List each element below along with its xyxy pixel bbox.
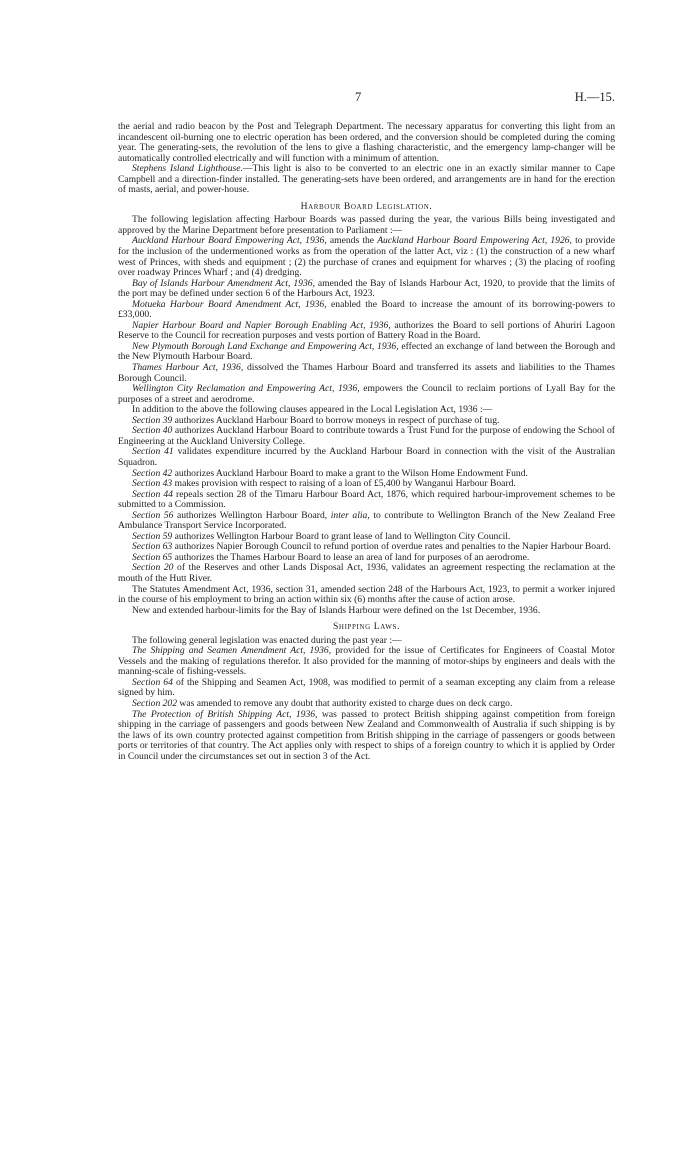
- text-run: to contribute to Wellington Branch of the New Zealand Free Ambulance Transport Service Incorporated.: [118, 509, 615, 532]
- text-run: authorizes Auckland Harbour Board to make a grant to the Wilson Home Endowment Fund.: [172, 467, 528, 479]
- text-run: of the Shipping and Seamen Act, 1908, was modified to permit of a seaman excepting any claim from a release signed by him.: [118, 676, 615, 699]
- text-run: Shipping Laws.: [332, 621, 400, 633]
- text-run: effected an exchange of land between the Borough and the New Plymouth Harbour Board.: [118, 340, 615, 363]
- text-run: provided for the issue of Certificates for Engineers of Coastal Motor Vessels and the making of regulations therefor. It also provided for the manning of motor-ships by engineers and deals with the manning-scale of fishing-vessels.: [118, 645, 615, 678]
- italic-text: inter alia,: [330, 509, 370, 521]
- italic-text: Napier Harbour Board and Napier Borough Enabling Act, 1936,: [132, 319, 391, 331]
- text-run: The Statutes Amendment Act, 1936, section 31, amended section 248 of the Harbours Act, 1923, to permit a worker injured in the course of his employment to bring an action within six (6) months after the cause of action arose.: [118, 583, 615, 606]
- paragraph: [118, 511, 615, 532]
- italic-text: Stephens Island Lighthouse.: [132, 163, 243, 175]
- text-run: authorizes Wellington Harbour Board,: [173, 509, 331, 521]
- italic-text: Section 64: [132, 676, 173, 688]
- paragraph: [118, 236, 615, 278]
- section-heading: [118, 622, 615, 633]
- italic-text: Section 59: [132, 530, 173, 542]
- text-run: The following legislation affecting Harbour Boards was passed during the year, the various Bills being investigated and approved by the Marine Department before presentation to Parliament :—: [118, 214, 615, 236]
- page-header: [118, 90, 615, 106]
- paragraph: [118, 710, 615, 763]
- text-run: amends the: [326, 235, 378, 247]
- text-run: validates expenditure incurred by the Auckland Harbour Board in connection with the visit of the Australian Squadron.: [118, 446, 615, 468]
- italic-text: Auckland Harbour Board Empowering Act, 1936,: [132, 235, 327, 247]
- italic-text: Section 20: [132, 562, 174, 574]
- paragraph: [118, 363, 615, 384]
- italic-text: Motueka Harbour Board Amendment Act, 1936,: [132, 298, 327, 310]
- text-run: makes provision with respect to raising of a loan of £5,400 by Wanganui Harbour Board.: [172, 478, 516, 490]
- text-run: dissolved the Thames Harbour Board and transferred its assets and liabilities to the Thames Borough Council.: [118, 362, 615, 384]
- italic-text: Section 43: [132, 478, 173, 490]
- paragraph: [118, 384, 615, 405]
- paragraph: [118, 122, 615, 164]
- text-run: was passed to protect British shipping against competition from foreign shipping in the carriage of passengers and goods between New Zealand and Commonwealth of Australia if such shipping is by the laws of its own country protected against competition from British shipping in the carriage of passengers or goods between ports or territories of that country. The Act applies only with respect to ships of a foreign country to which it is applied by Order in Council under the circumstances set out in section 3 of the Act.: [118, 708, 615, 762]
- paragraph: [118, 342, 615, 363]
- paragraph: [118, 300, 615, 321]
- paragraph: [118, 164, 615, 196]
- paragraph: [118, 563, 615, 584]
- italic-text: Section 63: [132, 541, 173, 553]
- paragraph: [118, 215, 615, 236]
- paragraph: [118, 646, 615, 678]
- paragraph: [118, 321, 615, 342]
- paragraph: [118, 606, 615, 617]
- italic-text: The Shipping and Seamen Amendment Act, 1936,: [132, 645, 332, 657]
- text-run: amended the Bay of Islands Harbour Act, 1920, to provide that the limits of the port may be defined under section 6 of the Harbours Act, 1923.: [118, 277, 615, 300]
- text-run: The following general legislation was enacted during the past year :—: [132, 634, 402, 646]
- page-number: 7: [355, 90, 362, 104]
- italic-text: Section 44: [132, 488, 173, 500]
- italic-text: The Protection of British Shipping Act, 1936,: [132, 708, 318, 720]
- text-run: repeals section 28 of the Timaru Harbour Board Act, 1876, which required harbour-improvement schemes to be submitted to a Commission.: [118, 488, 615, 511]
- italic-text: Section 56: [132, 509, 174, 521]
- text-run: authorizes Wellington Harbour Board to grant lease of land to Wellington City Council.: [172, 530, 511, 542]
- text-run: authorizes the Thames Harbour Board to lease an area of land for purposes of an aerodrome.: [172, 551, 530, 563]
- text-run: New and extended harbour-limits for the Bay of Islands Harbour were defined on the 1st December, 1936.: [132, 604, 541, 616]
- italic-text: Section 42: [132, 467, 173, 479]
- paragraph: [118, 426, 615, 447]
- italic-text: Section 41: [132, 446, 174, 458]
- paragraph: [118, 279, 615, 300]
- italic-text: Bay of Islands Harbour Amendment Act, 1936,: [132, 277, 315, 289]
- text-run: authorizes Napier Borough Council to refund portion of overdue rates and penalties to the Napier Harbour Board.: [172, 541, 611, 553]
- text-run: authorizes Auckland Harbour Board to borrow moneys in respect of purchase of tug.: [172, 414, 500, 426]
- text-run: was amended to remove any doubt that authority existed to charge dues on deck cargo.: [177, 697, 513, 709]
- italic-text: Wellington City Reclamation and Empowering Act, 1936,: [132, 383, 360, 395]
- italic-text: Section 202: [132, 697, 178, 709]
- italic-text: Thames Harbour Act, 1936,: [132, 362, 244, 374]
- text-run: to provide for the inclusion of the undermentioned works as from the operation of the latter Act, viz : (1) the construction of a new wharf west of Princes, with sheds and equipment ; (2) the purchase of cranes and equipment for wharves ; (3) the placing of roofing over roadway Princes Wharf ; and (4) dredging.: [118, 235, 615, 279]
- paragraph: [118, 490, 615, 511]
- italic-text: New Plymouth Borough Land Exchange and Empowering Act, 1936,: [132, 340, 399, 352]
- text-run: authorizes the Board to sell portions of Ahuriri Lagoon Reserve to the Council for recreation purposes and vests portion of Battery Road in the Board.: [118, 319, 615, 342]
- paragraph: [118, 678, 615, 699]
- document-body: [118, 122, 615, 762]
- text-run: —This light is also to be converted to an electric one in an exactly similar manner to Cape Campbell and a direction-finder installed. The generating-sets have been ordered, and arrangements are in hand for the erection of masts, aerial, and power-house.: [118, 163, 615, 196]
- text-run: Harbour Board Legislation.: [300, 200, 433, 212]
- text-run: enabled the Board to increase the amount of its borrowing-powers to £33,000.: [118, 298, 615, 321]
- document-reference: H.—15.: [574, 90, 615, 104]
- italic-text: Section 40: [132, 425, 173, 437]
- italic-text: Section 39: [132, 414, 173, 426]
- text-run: In addition to the above the following clauses appeared in the Local Legislation Act, 1936 :—: [132, 404, 493, 416]
- paragraph: [118, 447, 615, 468]
- paragraph: [118, 585, 615, 606]
- italic-text: Section 65: [132, 551, 173, 563]
- text-run: authorizes Auckland Harbour Board to contribute towards a Trust Fund for the purpose of endowing the School of Engineering at the Auckland University College.: [118, 425, 616, 447]
- text-run: empowers the Council to reclaim portions of Lyall Bay for the purposes of a street and aerodrome.: [118, 383, 616, 405]
- italic-text: Auckland Harbour Board Empowering Act, 1926,: [377, 235, 572, 247]
- section-heading: [118, 202, 615, 213]
- text-run: the aerial and radio beacon by the Post and Telegraph Department. The necessary apparatus for converting this light from an incandescent oil-burning one to electric operation has been ordered, and the conversion should be completed during the coming year. The generating-sets, the revolution of the lens to give a flashing characteristic, and the emergency lamp-changer will be automatically controlled electrically and will function with a minimum of attention.: [118, 121, 615, 164]
- text-run: of the Reserves and other Lands Disposal Act, 1936, validates an agreement respecting the reclamation at the mouth of the Hutt River.: [118, 562, 615, 584]
